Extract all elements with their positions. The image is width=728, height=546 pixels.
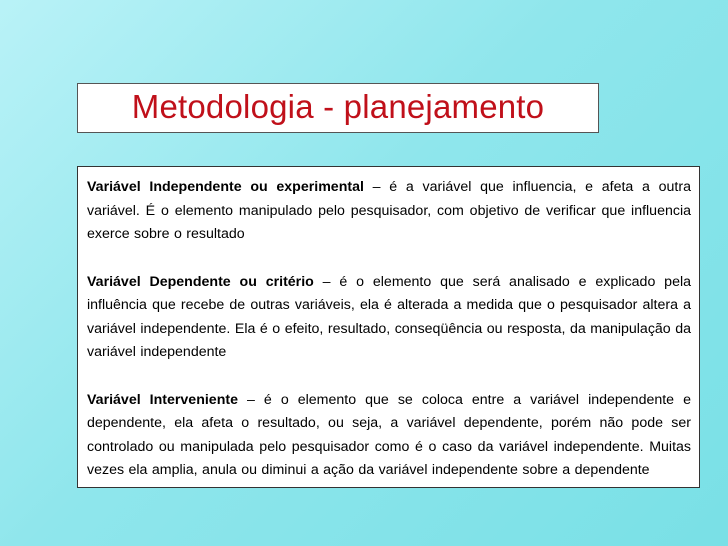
term-independent-variable: Variável Independente ou experimental [87, 179, 364, 195]
term-intervening-variable: Variável Interveniente [87, 391, 238, 408]
paragraph-dependent-variable [87, 271, 691, 365]
definition-intervening-variable: – é o elemento que se coloca entre a variável independente e dependente, ela afeta o resultado, ou seja, a variável dependente, porém não pode ser controlado ou manipulada pelo pesquisador como é o caso da variável independente. Muitas vezes ela amplia, anula ou diminui a ação da variável independente sobre a dependente [87, 391, 691, 478]
paragraph-independent-variable [87, 176, 691, 247]
definition-dependent-variable: – é o elemento que será analisado e explicado pela influência que recebe de outras variáveis, ela é alterada a medida que o pesquisador altera a variável independente. Ela é o efeito, resultado, conseqüência ou resposta, da manipulação da variável independente [87, 273, 691, 360]
title-box [77, 83, 599, 133]
definition-independent-variable: – é a variável que influencia, e afeta a outra variável. É o elemento manipulado pelo pesquisador, com objetivo de verificar que influencia exerce sobre o resultado [87, 179, 691, 242]
slide-title: Metodologia - planejamento [131, 88, 545, 125]
term-dependent-variable: Variável Dependente ou critério [87, 273, 314, 290]
content-box [77, 166, 700, 488]
paragraph-spacer [87, 247, 691, 271]
paragraph-intervening-variable [87, 389, 691, 483]
paragraph-spacer [87, 365, 691, 389]
